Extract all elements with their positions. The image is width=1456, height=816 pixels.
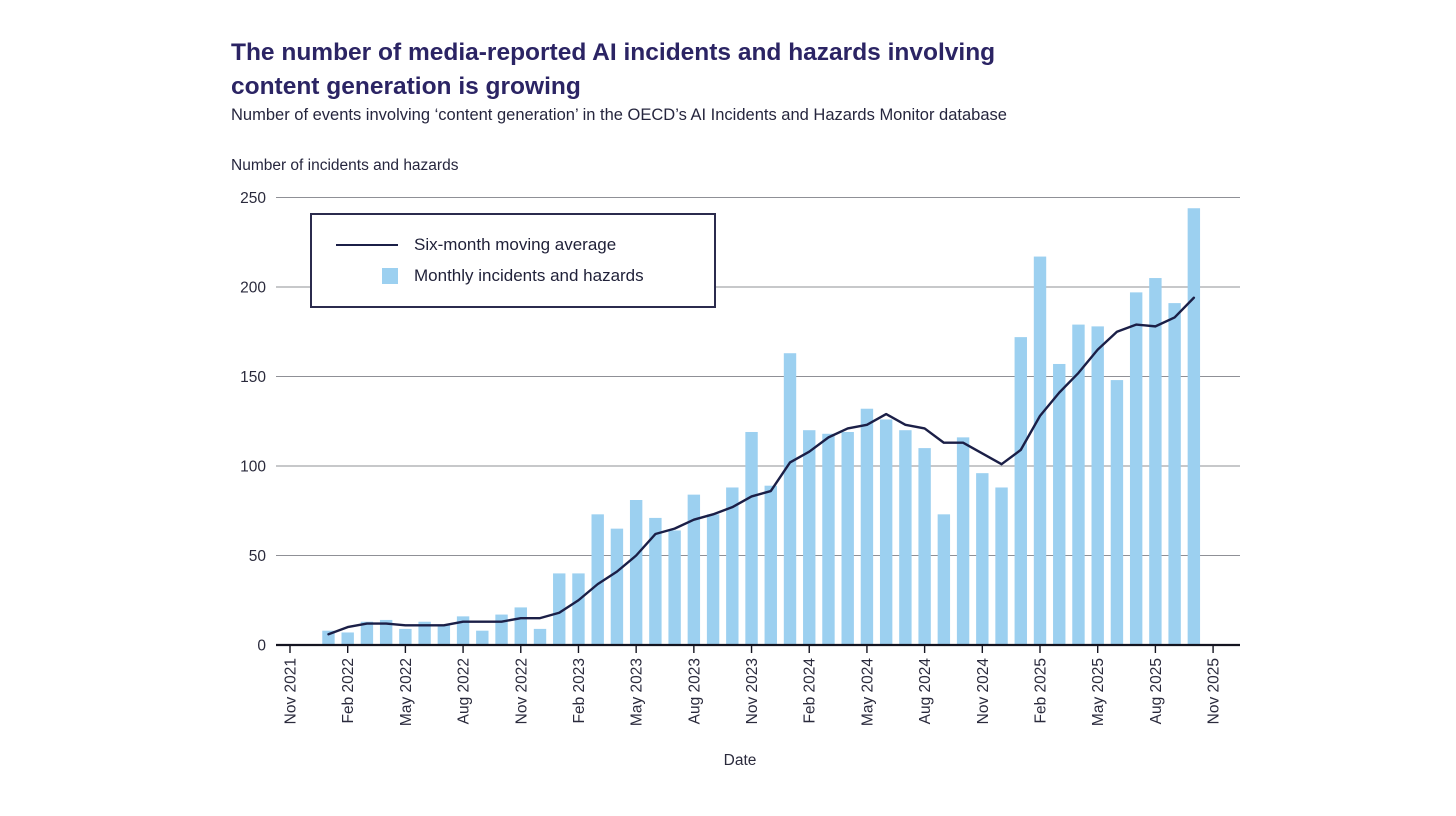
x-tick-label: Nov 2023 [744,658,762,725]
x-tick-label: May 2024 [859,658,877,727]
bar [572,573,584,645]
bar [918,448,930,645]
chart-subtitle: Number of events involving ‘content generation’ in the OECD’s AI Incidents and Hazards Monitor database [231,106,1007,124]
bar [822,434,834,645]
legend [310,213,716,308]
x-tick-label: Nov 2024 [974,658,992,725]
bar [976,473,988,645]
x-tick-label: Feb 2022 [340,658,358,724]
bar [399,629,411,645]
x-tick-label: Aug 2025 [1147,658,1165,725]
x-tick-label: May 2025 [1090,658,1108,727]
x-tick-label: Feb 2025 [1032,658,1050,724]
bar [611,529,623,645]
x-tick-label: May 2023 [628,658,646,727]
bar [938,514,950,645]
bar [745,432,757,645]
bar [1130,292,1142,645]
x-tick-label: Feb 2024 [801,658,819,724]
bar [688,495,700,645]
chart-title-line1: The number of media-reported AI incidents and hazards involving [231,39,996,66]
bar [1111,380,1123,645]
bar [803,430,815,645]
bar [957,437,969,645]
y-tick-label: 200 [240,279,266,297]
legend-item-moving-average [326,235,714,255]
bar [995,487,1007,645]
bar [861,409,873,645]
x-tick-label: Aug 2023 [686,658,704,725]
y-tick-label: 150 [240,369,266,386]
chart-title [231,36,1231,104]
x-axis-title: Date [723,752,757,769]
y-axis-title: Number of incidents and hazards [231,157,459,174]
x-tick-label: Nov 2021 [282,658,300,725]
x-tick-label: Aug 2024 [917,658,935,725]
bar [880,419,892,645]
line-swatch [336,244,398,246]
y-tick-label: 50 [248,548,266,565]
bar [1149,278,1161,645]
legend-label-moving-average: Six-month moving average [414,235,617,254]
bar [707,514,719,645]
bar [476,631,488,645]
bar [515,607,527,645]
chart-title-line2: content generation is growing [231,73,581,100]
bar [1092,326,1104,645]
y-tick-label: 0 [257,637,266,655]
y-tick-label: 100 [240,458,266,476]
x-tick-label: Nov 2022 [513,658,531,725]
legend-label-monthly: Monthly incidents and hazards [414,266,644,285]
bar [899,430,911,645]
bar [630,500,642,645]
bar [495,615,507,645]
y-tick-label: 250 [240,190,266,207]
x-tick-label: May 2022 [397,658,415,727]
bar [668,530,680,645]
x-tick-label: Feb 2023 [570,658,588,724]
legend-item-monthly [326,266,714,286]
bar [341,632,353,645]
x-tick-label: Nov 2025 [1205,658,1223,725]
bar [438,625,450,645]
bar [591,514,603,645]
bar [1034,257,1046,645]
x-tick-label: Aug 2022 [455,658,473,725]
bar [765,486,777,645]
bar [784,353,796,645]
bar [649,518,661,645]
square-swatch [382,268,398,284]
bar [534,629,546,645]
bar [841,432,853,645]
bar [726,487,738,645]
bar [1168,303,1180,645]
bar [1188,208,1200,645]
bar [1053,364,1065,645]
bar [1015,337,1027,645]
